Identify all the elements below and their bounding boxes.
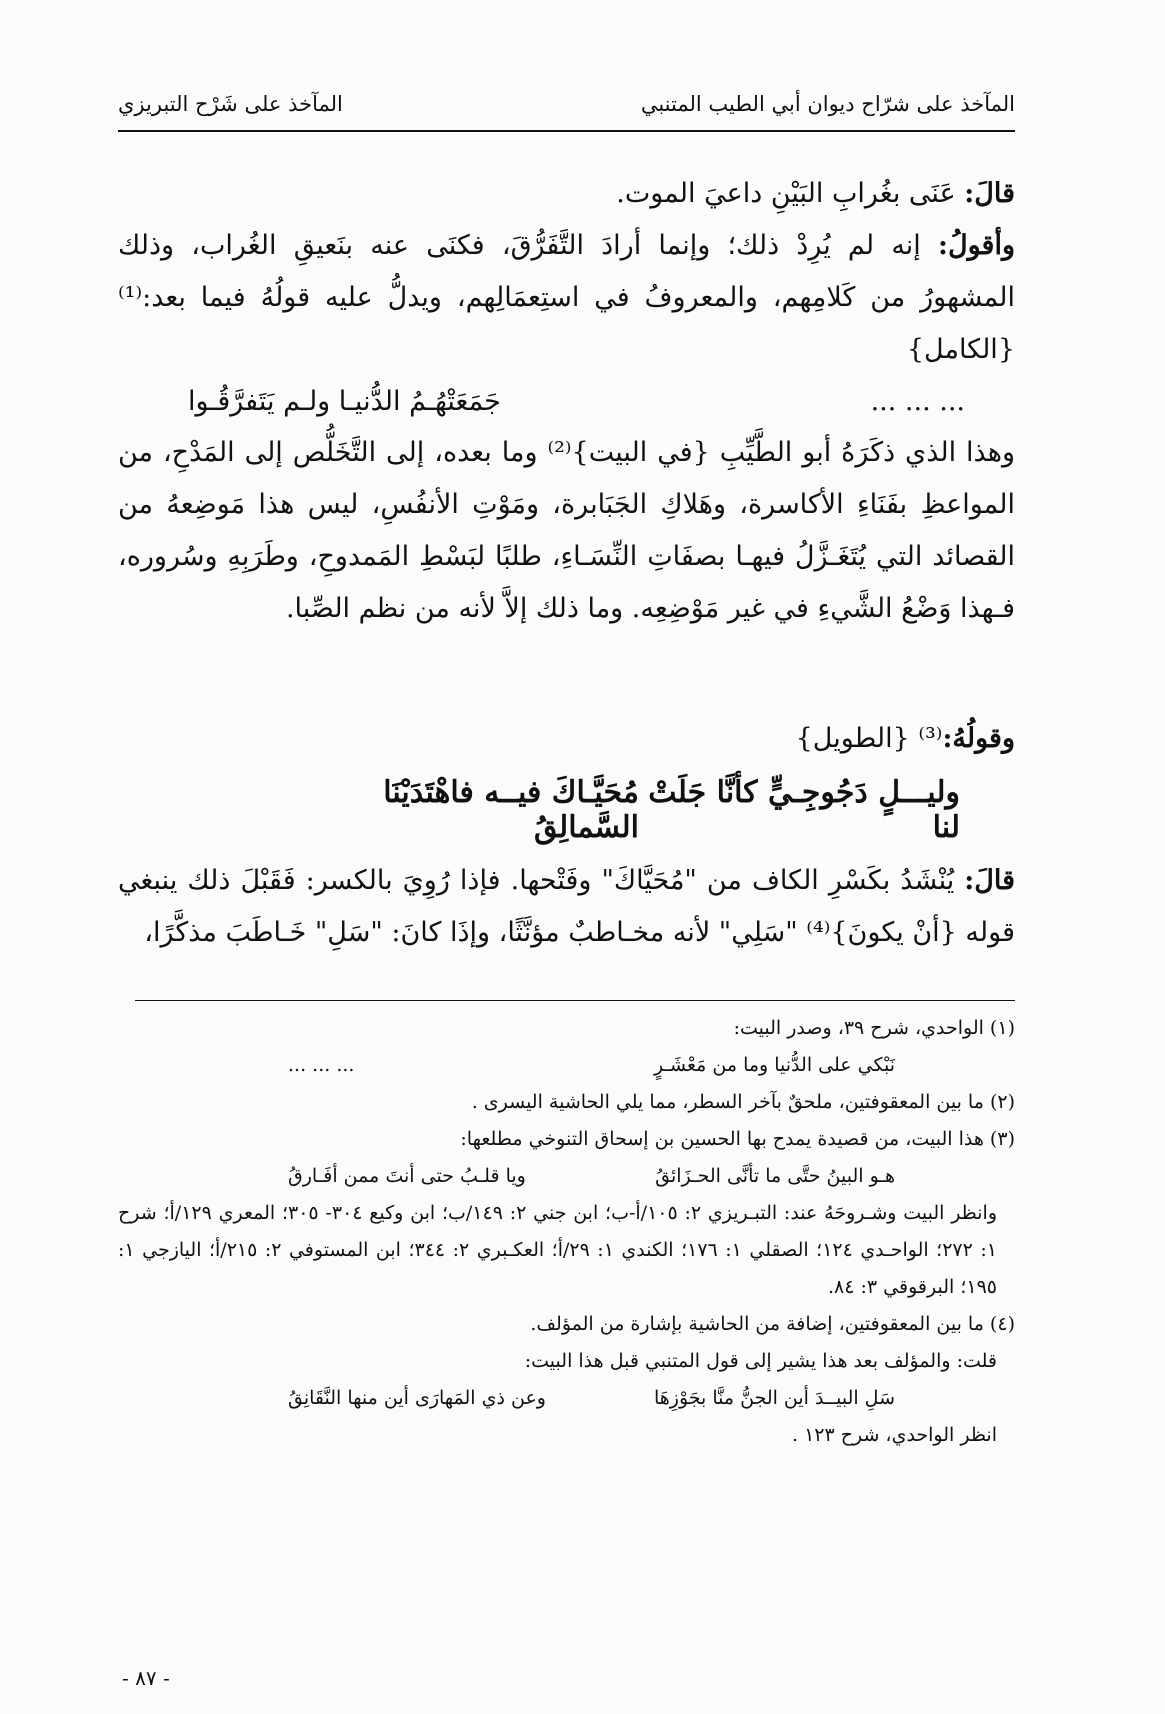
- footnote-3-references: وانظر البيت وشـروحَهُ عند: التبـريزي ٢: ١٠٥/أ-ب؛ ابن جني ٢: ١٤٩/ب؛ ابن وكيع ٣٠٤- ٣٠٥؛ المعري ١٢٩/أ؛ شرح ١: ٢٧٢؛ الواحـدي ١٢٤؛ الصقلي ١: ١٧٦؛ الكندي ١: ٢٩/أ؛ العكـبري ٢: ٣٤٤؛ ابن المستوفي ٢: ٢١٥/أ؛ اليازجي ١: ١٩٥؛ البرقوقي ٣: ٨٤.: [118, 1202, 997, 1298]
- paragraph-5: [118, 855, 1015, 959]
- verse-right-hemistich: سَلِ البيــدَ أين الجنُّ منَّا بجَوْزِهَا: [653, 1387, 895, 1409]
- footnote-4-verse: [118, 1380, 1015, 1417]
- main-text: [118, 168, 1015, 959]
- verse-left-hemistich: وعن ذي المَهارَى أين منها النَّقَانِقُ: [288, 1387, 546, 1409]
- paragraph-text: يُنْشَدُ بكَسْرِ الكاف من "مُحَيَّاكَ" وفَتْحها. فإذا رُوِيَ بالكسر: فَقَبْلَ ذلك ينبغي قوله {أنْ يكونَ}⁽⁴⁾ "سَلِي" لأنه مخـاطبٌ مؤنَّثًا، وإذَا كانَ: "سَلِ" خَـاطَبَ مذكَّرًا،: [118, 865, 1015, 948]
- speaker-label: وقولُهُ:: [942, 723, 1015, 754]
- paragraph-1: [118, 168, 1015, 220]
- verse-right-hemistich: نَبْكي على الدُّنيا وما من مَعْشَـرٍ: [654, 1054, 895, 1076]
- paragraph-3: وهذا الذي ذكَرَهُ أبو الطَّيِّبِ {في البيت}⁽²⁾ وما بعده، إلى التَّخَلُّص إلى المَدْحِ، من المواعظِ بفَنَاءِ الأكاسرة، وهَلاكِ الجَبَابرة، ومَوْتِ الأنفُسِ، ليس هذا مَوضِعهُ من القصائد التي يُتَغَـزَّلُ فيهـا بصفَاتِ النِّسَـاءِ، طلبًا لبَسْطِ المَمدوحِ، وطَرَبِهِ وسُروره، فـهذا وَضْعُ الشَّيءِ في غير مَوْضِعِه. وما ذلك إلاَّ لأنه من نظم الصِّبا.: [118, 437, 1015, 624]
- footnotes: [118, 1010, 1015, 1454]
- running-header: [118, 88, 1015, 132]
- paragraph-2: [118, 220, 1015, 376]
- paragraph-text: إنه لم يُرِدْ ذلك؛ وإنما أرادَ التَّفَرُّقَ، فكنَى عنه بنَعيقِ الغُراب، وذلك المشهورُ من كَلامِهم، والمعروفُ في استِعمَالِهم، ويدلُّ عليه قولُهُ فيما بعد:⁽¹⁾ {الكامل}: [118, 230, 1015, 365]
- footnote-4-reference: انظر الواحدي، شرح ١٢٣ .: [791, 1424, 997, 1446]
- verse-right-hemistich: ... ... ...: [870, 386, 965, 417]
- speaker-label: وأقولُ:: [938, 230, 1015, 261]
- book-title: المآخذ على شرّاح ديوان أبي الطيب المتنبي: [640, 92, 1015, 116]
- footnote-2: (٢) ما بين المعقوفتين، ملحقٌ بآخر السطر، مما يلي الحاشية اليسرى .: [471, 1091, 1015, 1113]
- footnote-3: (٣) هذا البيت، من قصيدة يمدح بها الحسين بن إسحاق التنوخي مطلعها:: [460, 1128, 1015, 1150]
- verse-left-hemistich: ويا قلـبُ حتى أنتَ ممن أفَـارقُ: [288, 1165, 526, 1187]
- paragraph-4: [118, 713, 1015, 765]
- page-number: - ٨٧ -: [122, 1666, 170, 1690]
- speaker-label: قالَ:: [964, 178, 1015, 209]
- verse-right-hemistich: هـو البينُ حتَّى ما تأنَّى الحـزَائقُ: [655, 1165, 895, 1187]
- footnote-4-note: قلت: والمؤلف بعد هذا يشير إلى قول المتنبي قبل هذا البيت:: [524, 1350, 997, 1372]
- chapter-title: المآخذ على شَرْح التبريزي: [118, 92, 343, 116]
- footnote-1: (١) الواحدي، شرح ٣٩، وصدر البيت:: [733, 1017, 1015, 1039]
- paragraph-text: عَنَى بغُرابِ البَيْنِ داعيَ الموت.: [616, 178, 965, 209]
- speaker-label: قالَ:: [964, 865, 1015, 896]
- footnote-4: (٤) ما بين المعقوفتين، إضافة من الحاشية بإشارة من المؤلف.: [530, 1313, 1015, 1335]
- meter-label: ⁽³⁾ {الطويل}: [795, 723, 943, 754]
- verse-1: [118, 386, 1015, 417]
- footnote-divider: [135, 1000, 1015, 1001]
- verse-left-hemistich: جَمَعَتْهُـمُ الدُّنيـا ولـم يَتَفرَّقُـوا: [188, 386, 501, 417]
- verse-left-hemistich: ... ... ...: [288, 1054, 355, 1076]
- verse-left-hemistich: مُحَيَّـاكَ فيــه فاهْتَدَيْنَا السَّمالِقُ: [383, 775, 639, 845]
- footnote-3-verse: [118, 1158, 1015, 1195]
- verse-right-hemistich: وليـــلٍ دَجُوجِـيٍّ كأنَّا جَلَتْ لنا: [648, 775, 960, 845]
- section-gap: [118, 635, 1015, 713]
- verse-2: [118, 775, 1015, 845]
- footnote-1-verse: [118, 1047, 1015, 1084]
